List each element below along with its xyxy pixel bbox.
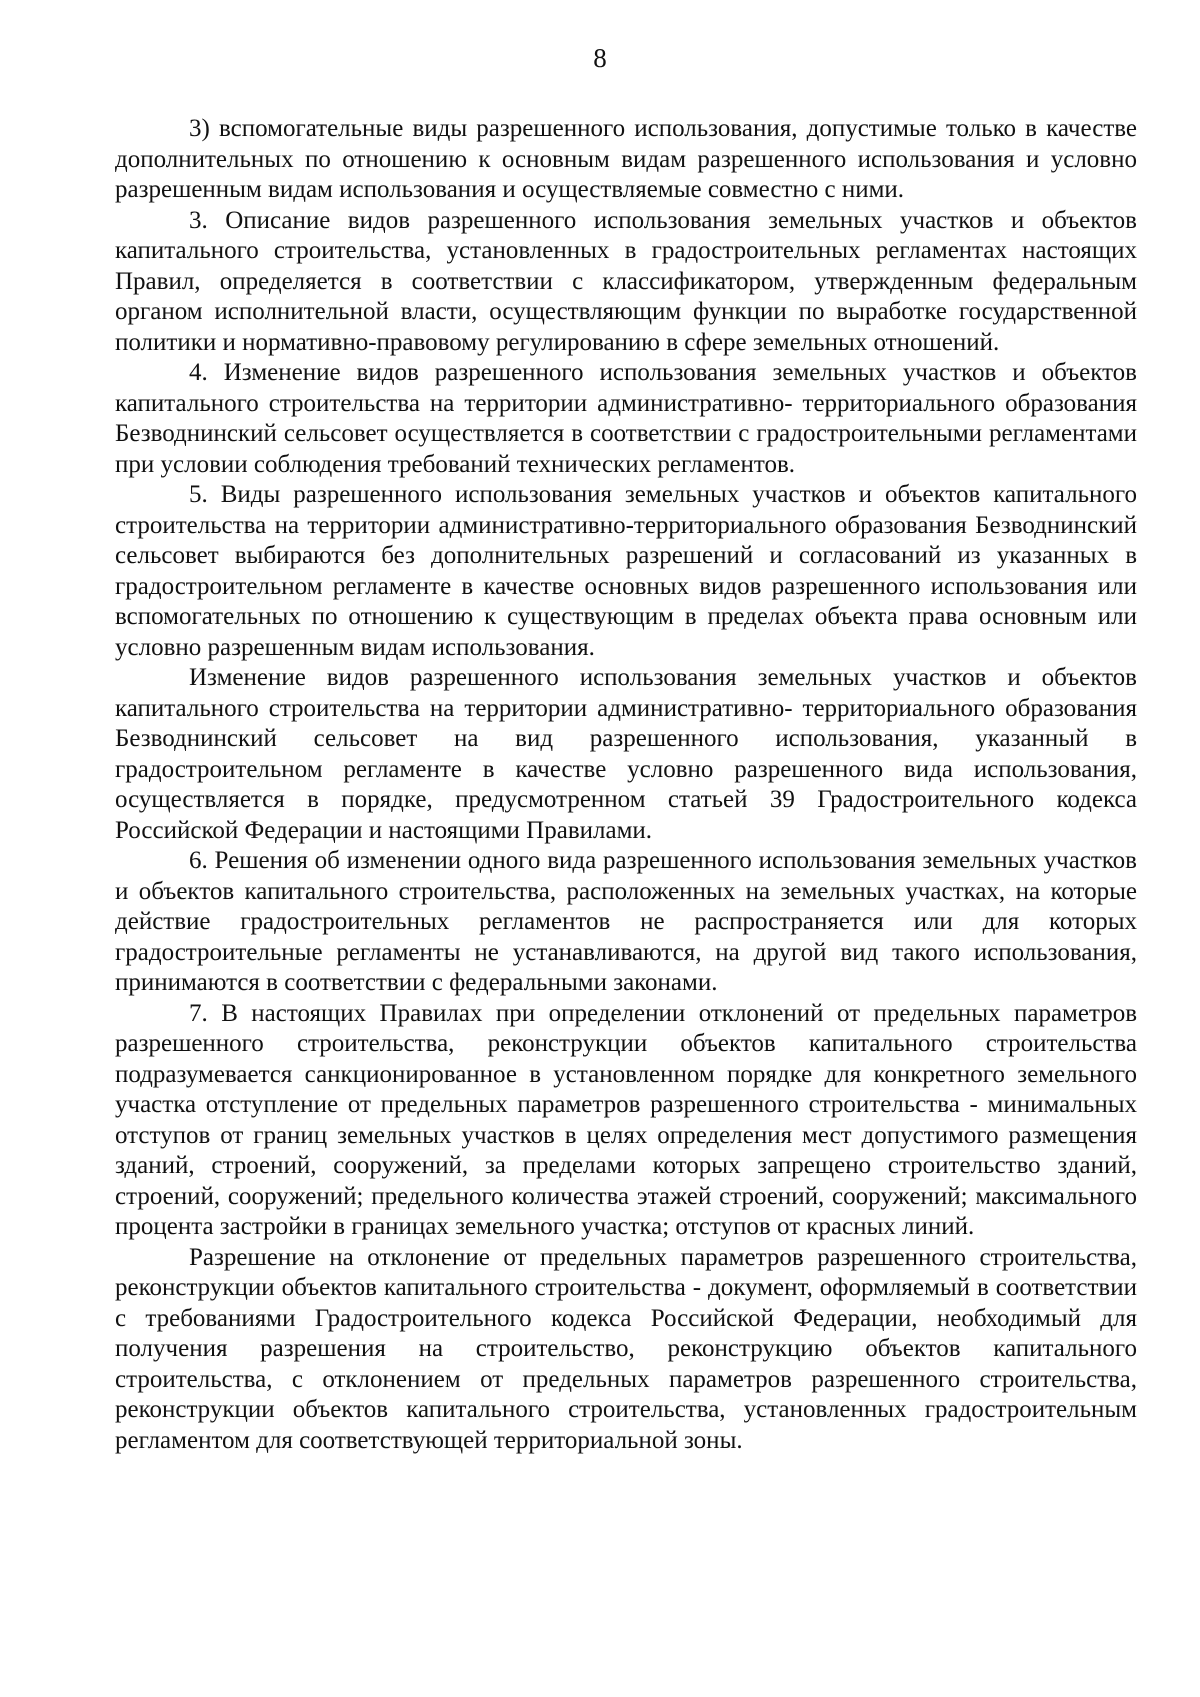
page-number: 8 [593, 43, 607, 73]
paragraph-4-change-of-uses: 4. Изменение видов разрешенного использования земельных участков и объектов капитального строительства на территории административно- территориального образования Безводнинский сельсовет осуществляется в соответствии с градостроительными регламентами при условии соблюдения требований технических регламентов. [115, 359, 1137, 478]
paragraph-3-description-of-uses: 3. Описание видов разрешенного использования земельных участков и объектов капитального строительства, установленных в градостроительных регламентах настоящих Правил, определяется в соответствии с классификатором, утвержденным федеральным органом исполнительной власти, осуществляющим функции по выработке государственной политики и нормативно-правовому регулированию в сфере земельных отношений. [115, 206, 1137, 356]
paragraph-7-deviations-from-parameters: 7. В настоящих Правилах при определении отклонений от предельных параметров разрешенного строительства, реконструкции объектов капитального строительства подразумевается санкционированное в установленном порядке для конкретного земельного участка отступление от предельных параметров разрешенного строительства - минимальных отступов от границ земельных участков в целях определения мест допустимого размещения зданий, строений, сооружений, за пределами которых запрещено строительство зданий, строений, сооружений; предельного количества этажей строений, сооружений; максимального процента застройки в границах земельного участка; отступов от красных линий. [115, 999, 1137, 1240]
paragraph-5-conditional-use-change: Изменение видов разрешенного использования земельных участков и объектов капитального строительства на территории административно- территориального образования Безводнинский сельсовет на вид разрешенного использования, указанный в градостроительном регламенте в качестве условно разрешенного вида использования, осуществляется в порядке, предусмотренном статьей 39 Градостроительного кодекса Российской Федерации и настоящими Правилами. [115, 664, 1137, 844]
paragraph-7-deviation-permit: Разрешение на отклонение от предельных параметров разрешенного строительства, реконструкции объектов капитального строительства - документ, оформляемый в соответствии с требованиями Градостроительного кодекса Российской Федерации, необходимый для получения разрешения на строительство, реконструкцию объектов капитального строительства, с отклонением от предельных параметров разрешенного строительства, реконструкции объектов капитального строительства, установленных градостроительным регламентом для соответствующей территориальной зоны. [115, 1243, 1137, 1454]
document-body [115, 114, 1137, 1456]
paragraph-6-decisions-on-change: 6. Решения об изменении одного вида разрешенного использования земельных участков и объектов капитального строительства, расположенных на земельных участках, на которые действие градостроительных регламентов не распространяется или для которых градостроительные регламенты не устанавливаются, на другой вид такого использования, принимаются в соответствии с федеральными законами. [115, 847, 1137, 996]
paragraph-item-3-auxiliary-uses: 3) вспомогательные виды разрешенного использования, допустимые только в качестве дополнительных по отношению к основным видам разрешенного использования и условно разрешенным видам использования и осуществляемые совместно с ними. [115, 115, 1137, 203]
paragraph-5-selection-of-uses: 5. Виды разрешенного использования земельных участков и объектов капитального строительства на территории административно-территориального образования Безводнинский сельсовет выбираются без дополнительных разрешений и согласований из указанных в градостроительном регламенте в качестве основных видов разрешенного использования или вспомогательных по отношению к существующим в пределах объекта права основным или условно разрешенным видам использования. [115, 481, 1137, 661]
